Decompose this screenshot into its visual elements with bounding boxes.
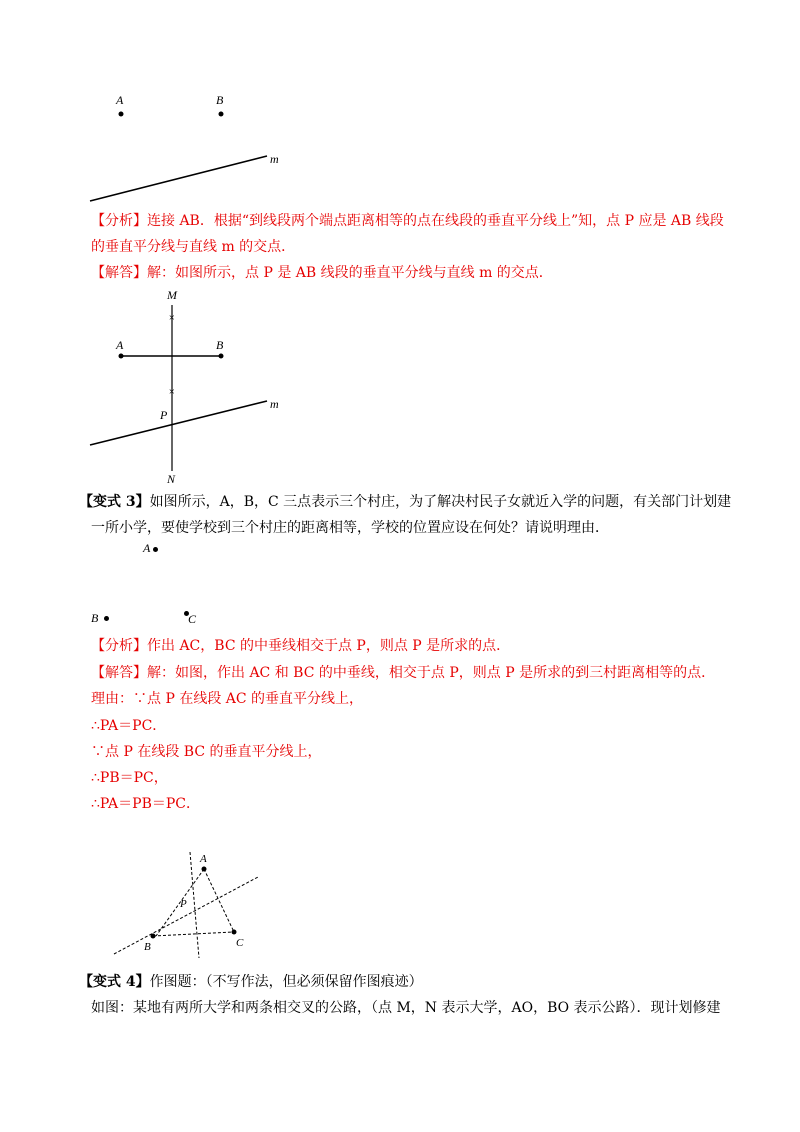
fig2-label-m: m [270,397,279,411]
fig1-line-m [90,156,267,201]
fig2-label-m-top: M [167,288,177,302]
fig3-label-b: B [91,611,99,625]
fig4-side-bc [153,932,234,936]
fig1-label-m: m [270,152,279,166]
variant-4-text-1: 作图题：（不写作法，但必须保留作图痕迹） [149,974,423,990]
answer-3-reason-5: ∴PA＝PB＝PC． [91,796,200,812]
answer-3-reason-2: ∴PA＝PC． [91,718,167,734]
variant-3-line-2: 一所小学，要使学校到三个村庄的距离相等，学校的位置应设在何处？请说明理由． [91,520,609,536]
answer-3-tag: 【解答】 [91,665,147,681]
fig1-point-b [219,112,224,117]
fig2-label-p: P [160,408,168,422]
answer-3 [91,663,715,683]
answer-3-reason-1: 理由：∵点 P 在线段 AC 的垂直平分线上， [91,691,364,707]
answer-1 [91,263,553,283]
analysis-1-text-1: 连接 AB．根据“到线段两个端点距离相等的点在线段的垂直平分线上”知，点 P 应是 AB 线段 [147,213,724,229]
analysis-1-line-2: 的垂直平分线与直线 m 的交点． [91,239,296,255]
analysis-1-line-1 [91,211,724,231]
variant-3-text-1: 如图所示，A，B，C 三点表示三个村庄，为了解决村民子女就近入学的问题，有关部门计划建 [149,494,732,510]
analysis-1-tag: 【分析】 [91,213,147,229]
figure-4 [100,840,280,960]
fig4-side-ac [204,869,234,932]
fig3-label-c: C [188,612,197,626]
fig3-label-a: A [143,541,151,555]
fig4-point-a [202,867,207,872]
variant-4-tag: 【变式 4】 [79,974,150,990]
fig4-label-b: B [144,941,151,953]
figure-2 [80,283,300,488]
fig2-arc-mark-bottom: × [168,386,176,398]
variant-3-tag: 【变式 3】 [79,494,150,510]
fig4-point-b [151,934,156,939]
fig2-label-b: B [216,338,224,352]
fig1-label-a: A [116,93,124,107]
analysis-3-tag: 【分析】 [91,638,147,654]
fig2-arc-mark-top: × [168,312,176,324]
variant-3-line-1 [79,492,731,512]
fig4-label-a: A [200,853,207,865]
fig1-label-b: B [216,93,224,107]
fig2-point-b [219,354,224,359]
fig2-label-n: N [167,472,176,486]
variant-4-line-1 [79,972,423,992]
fig4-point-c [232,930,237,935]
fig3-point-b [104,616,109,621]
analysis-3-text: 作出 AC，BC 的中垂线相交于点 P，则点 P 是所求的点． [147,638,511,654]
answer-3-text: 解：如图，作出 AC 和 BC 的中垂线，相交于点 P，则点 P 是所求的到三村距离相等的点． [147,665,716,681]
fig2-label-a: A [116,338,124,352]
answer-1-tag: 【解答】 [91,265,147,281]
variant-4-line-2: 如图：某地有两所大学和两条相交叉的公路，（点 M，N 表示大学，AO，BO 表示公路）．现计划修建 [91,1000,721,1016]
fig4-dashed-vertical [190,852,199,958]
fig2-line-m [90,401,267,445]
fig3-point-a [153,547,158,552]
answer-1-text: 解：如图所示，点 P 是 AB 线段的垂直平分线与直线 m 的交点． [147,265,553,281]
fig4-label-c: C [236,937,244,949]
fig1-point-a [119,112,124,117]
figure-1 [80,85,300,210]
answer-3-reason-4: ∴PB＝PC， [91,770,168,786]
answer-3-reason-3: ∵点 P 在线段 BC 的垂直平分线上， [91,744,322,760]
fig2-point-a [119,354,124,359]
fig4-label-p: P [180,898,187,910]
analysis-3 [91,636,510,656]
